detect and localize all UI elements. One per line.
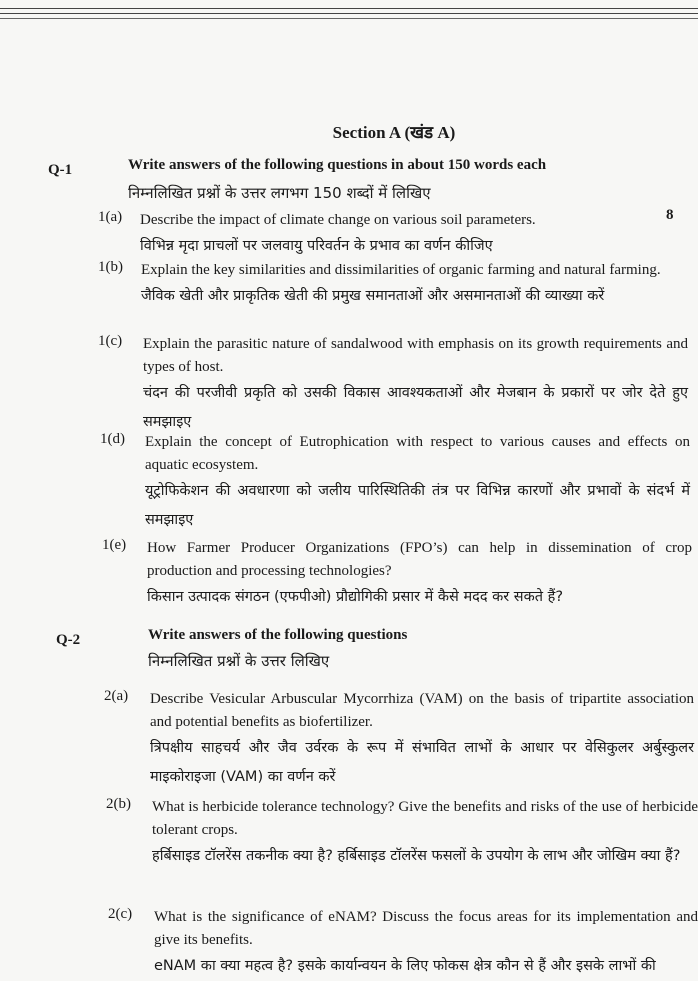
item-text-en: How Farmer Producer Organizations (FPO’s) can help in dissemination of crop production and processing technologies? [147,540,692,579]
item-text-hi: यूट्रोफिकेशन की अवधारणा को जलीय पारिस्थितिकी तंत्र पर विभिन्न कारणों और प्रभावों के संदर्भ में समझाइए [145,483,690,528]
item-text-hi: विभिन्न मृदा प्राचलों पर जलवायु परिवर्तन के प्रभाव का वर्णन कीजिए [140,238,493,254]
question-number-1: Q-1 [48,162,73,178]
item-text-hi: किसान उत्पादक संगठन (एफपीओ) प्रौद्योगिकी प्रसार में कैसे मदद कर सकते हैं? [147,589,564,605]
section-title: Section A (खंड A) [332,123,456,142]
question-item-2b [106,796,698,871]
item-text-en: Explain the concept of Eutrophication with respect to various causes and effects on aquatic ecosystem. [145,434,690,473]
question-item-1d [100,431,690,535]
item-number: 1(d) [100,431,125,447]
question-2-heading-hi: निम्नलिखित प्रश्नों के उत्तर लिखिए [148,652,330,670]
item-number: 2(b) [106,796,131,812]
item-text-en: Describe the impact of climate change on various soil parameters. [140,212,536,228]
item-number: 2(a) [104,688,129,704]
item-number: 1(e) [102,537,127,553]
item-number: 2(c) [108,906,133,922]
item-text-en: Explain the key similarities and dissimilarities of organic farming and natural farming. [141,262,661,278]
question-number-2: Q-2 [56,632,81,648]
item-text-hi: त्रिपक्षीय साहचर्य और जैव उर्वरक के रूप में संभावित लाभों के आधार पर वेसिकुलर अर्बुस्कुलर माइकोराइजा (VAM) का वर्णन करें [150,740,694,785]
item-text-en: Explain the parasitic nature of sandalwood with emphasis on its growth requirements and types of host. [143,336,688,375]
question-item-1c [98,333,688,437]
question-item-2c [108,906,698,981]
question-2-heading-en: Write answers of the following questions [148,627,408,643]
item-text-en: What is herbicide tolerance technology? Give the benefits and risks of the use of herbicide tolerant crops. [152,799,698,838]
item-text-hi: जैविक खेती और प्राकृतिक खेती की प्रमुख समानताओं और असमानताओं की व्याख्या करें [141,288,605,304]
item-text-en: Describe Vesicular Arbuscular Mycorrhiza (VAM) on the basis of tripartite association and potential benefits as biofertilizer. [150,691,694,730]
question-item-1e [102,537,692,612]
question-item-1a [98,209,684,261]
item-text-hi: eNAM का क्या महत्व है? इसके कार्यान्वयन के लिए फोकस क्षेत्र कौन से हैं और इसके लाभों की [154,958,656,974]
item-text-hi: चंदन की परजीवी प्रकृति को उसकी विकास आवश्यकताओं और मेजबान के प्रकारों पर जोर देते हुए समझाइए [143,385,688,430]
item-text-hi: हर्बिसाइड टॉलरेंस तकनीक क्या है? हर्बिसाइड टॉलरेंस फसलों के उपयोग के लाभ और जोखिम क्या हैं? [152,848,681,864]
marks-label: 8 [666,207,674,223]
question-1-heading-hi: निम्नलिखित प्रश्नों के उत्तर लगभग 150 शब्दों में लिखिए [128,184,431,202]
page-border-top [0,8,698,14]
item-text-en: What is the significance of eNAM? Discuss the focus areas for its implementation and give its benefits. [154,909,698,948]
item-number: 1(b) [98,259,123,275]
item-number: 1(a) [98,209,123,225]
question-item-1b [98,259,688,311]
question-1-heading-en: Write answers of the following questions in about 150 words each [128,157,547,173]
page-border-line [0,18,698,19]
item-number: 1(c) [98,333,123,349]
question-item-2a [104,688,694,792]
